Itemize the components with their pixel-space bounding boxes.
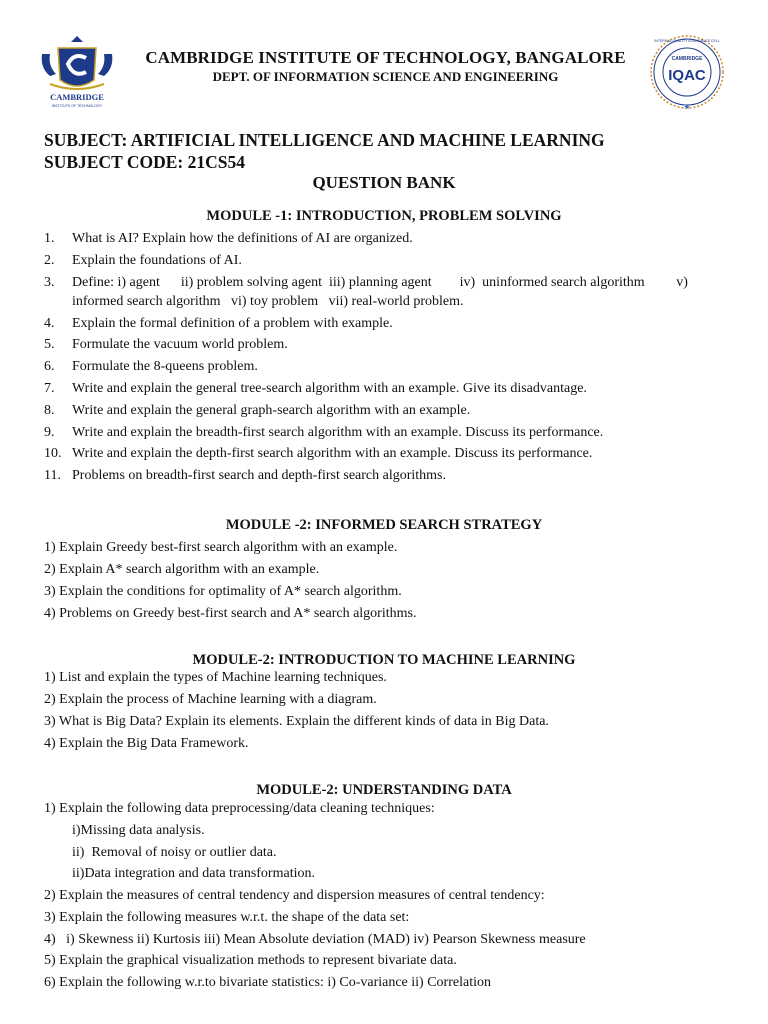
module-ml-heading: MODULE-2: INTRODUCTION TO MACHINE LEARNING: [192, 652, 576, 668]
module-1-item: Problems on breadth-first search and depth-first search algorithms.: [72, 468, 447, 483]
module-2-item: 1) Explain Greedy best-first search algorithm with an example.: [44, 540, 398, 555]
module-1-item: Write and explain the general graph-search algorithm with an example.: [72, 403, 471, 418]
institute-name: CAMBRIDGE INSTITUTE OF TECHNOLOGY, BANGALORE: [145, 48, 626, 67]
logo-right-text: IQAC: [668, 67, 706, 84]
module-1-number: 2.: [44, 253, 55, 268]
module-ml-item: 3) What is Big Data? Explain its elements. Explain the different kinds of data in Big Data.: [44, 714, 549, 729]
module-2-item: 3) Explain the conditions for optimality of A* search algorithm.: [44, 584, 402, 599]
module-1-number: 9.: [44, 425, 55, 440]
module-1-number: 11.: [44, 468, 61, 483]
module-data-subitem: ii)Data integration and data transformation.: [72, 866, 315, 881]
cambridge-logo: [36, 34, 118, 108]
module-1-number: 1.: [44, 231, 55, 246]
department-name: DEPT. OF INFORMATION SCIENCE AND ENGINEERING: [212, 69, 559, 84]
logo-right-ring: INTERNAL QUALITY ASSURANCE CELL: [654, 39, 720, 43]
logo-left-sub: INSTITUTE OF TECHNOLOGY: [51, 104, 103, 108]
module-1-item: Formulate the 8-queens problem.: [72, 359, 258, 374]
module-data-item: 5) Explain the graphical visualization methods to represent bivariate data.: [44, 953, 457, 968]
module-1-item: Write and explain the breadth-first search algorithm with an example. Discuss its performance.: [72, 425, 604, 440]
module-data-subitem: ii) Removal of noisy or outlier data.: [72, 845, 277, 860]
module-data-heading: MODULE-2: UNDERSTANDING DATA: [256, 782, 512, 798]
module-1-item: Explain the foundations of AI.: [72, 253, 242, 268]
doc-title: QUESTION BANK: [312, 173, 456, 192]
iqac-logo: [644, 30, 730, 114]
module-1-number: 7.: [44, 381, 55, 396]
module-data-item: 1) Explain the following data preprocessing/data cleaning techniques:: [44, 801, 435, 816]
module-1-item-continuation: informed search algorithm vi) toy problem vii) real-world problem.: [72, 294, 464, 309]
module-2-item: 4) Problems on Greedy best-first search and A* search algorithms.: [44, 606, 417, 621]
module-1-item: What is AI? Explain how the definitions of AI are organized.: [72, 231, 413, 246]
module-1-item: Formulate the vacuum world problem.: [72, 337, 288, 352]
module-1-number: 10.: [44, 446, 62, 461]
module-ml-item: 1) List and explain the types of Machine learning techniques.: [44, 670, 387, 685]
module-ml-item: 4) Explain the Big Data Framework.: [44, 736, 249, 751]
module-1-number: 8.: [44, 403, 55, 418]
module-1-number: 6.: [44, 359, 55, 374]
module-1-number: 5.: [44, 337, 55, 352]
module-data-item: 6) Explain the following w.r.to bivariate statistics: i) Co-variance ii) Correlation: [44, 975, 491, 990]
module-1-item: Write and explain the general tree-search algorithm with an example. Give its disadvantage.: [72, 381, 587, 396]
logo-left-text: CAMBRIDGE: [50, 92, 104, 102]
module-data-subitem: i)Missing data analysis.: [72, 823, 205, 838]
module-data-item: 4) i) Skewness ii) Kurtosis iii) Mean Absolute deviation (MAD) iv) Pearson Skewness measure: [44, 932, 586, 947]
module-ml-item: 2) Explain the process of Machine learning with a diagram.: [44, 692, 377, 707]
module-1-item: Write and explain the depth-first search algorithm with an example. Discuss its performance.: [72, 446, 593, 461]
module-1-heading: MODULE -1: INTRODUCTION, PROBLEM SOLVING: [206, 208, 562, 224]
module-data-item: 3) Explain the following measures w.r.t. the shape of the data set:: [44, 910, 410, 925]
module-1-item: Define: i) agent ii) problem solving agent iii) planning agent iv) uninformed search algorithm v): [72, 275, 688, 290]
module-1-number: 3.: [44, 275, 55, 290]
module-2-heading: MODULE -2: INFORMED SEARCH STRATEGY: [225, 517, 543, 533]
subject-line: SUBJECT: ARTIFICIAL INTELLIGENCE AND MACHINE LEARNING: [44, 130, 605, 150]
module-1-number: 4.: [44, 316, 55, 331]
module-data-item: 2) Explain the measures of central tendency and dispersion measures of central tendency:: [44, 888, 545, 903]
subject-code: SUBJECT CODE: 21CS54: [44, 152, 245, 172]
logo-right-inner: CAMBRIDGE: [671, 56, 703, 62]
module-2-item: 2) Explain A* search algorithm with an example.: [44, 562, 320, 577]
module-1-item: Explain the formal definition of a problem with example.: [72, 316, 393, 331]
